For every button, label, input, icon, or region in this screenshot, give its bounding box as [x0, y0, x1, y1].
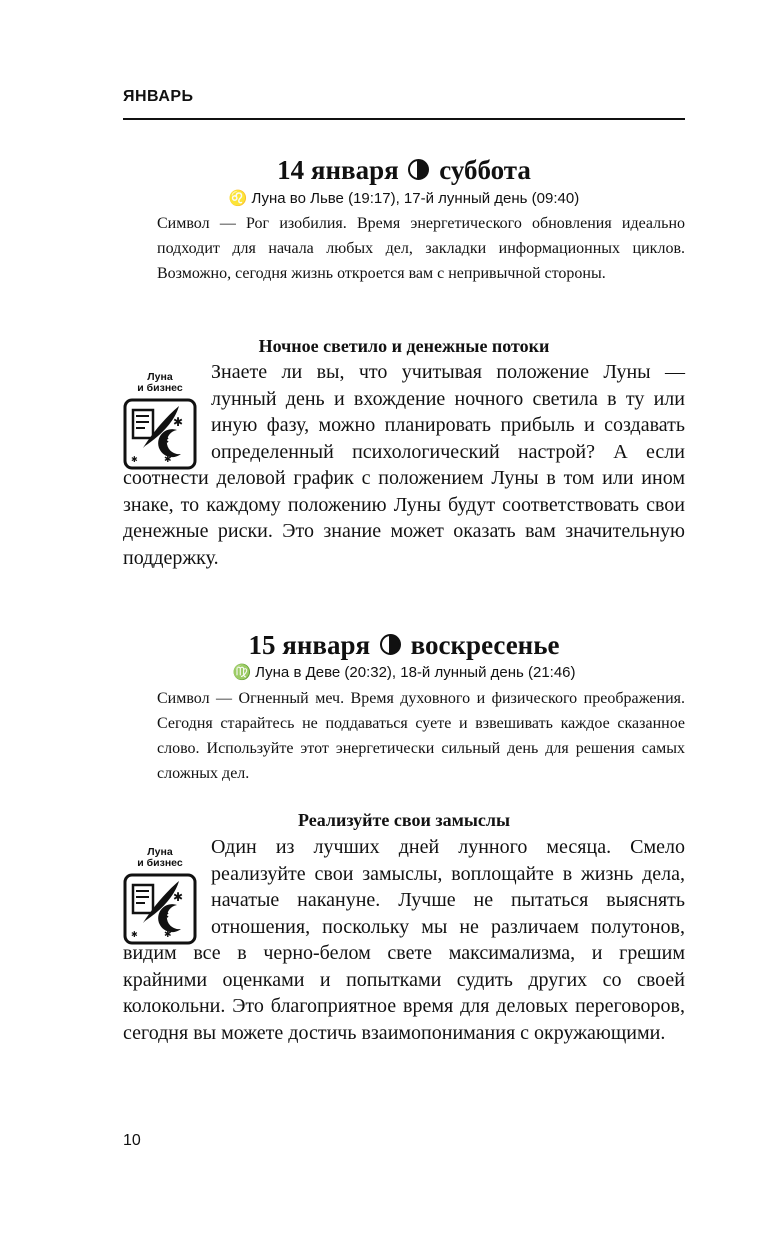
header-rule [123, 118, 685, 120]
section-body: Знаете ли вы, что учитывая положение Луны — лунный день и вхождение ночного светила в ту или иную фазу, можно планировать прибыль и создавать определенный психологический настрой? А если соотнести деловой график с положением Луны в том или ином знаке, то каждому положению Луны будут соответствовать свои денежные риски. Это знание может оказать вам значительную поддержку. [123, 361, 685, 569]
running-header: ЯНВАРЬ [123, 88, 194, 105]
moon-info: Луна в Деве (20:32), 18-й лунный день (21:46) [255, 664, 576, 681]
svg-text:✱: ✱ [131, 455, 138, 464]
section-body: Один из лучших дней лунного месяца. Смело реализуйте свои замыслы, воплощайте в жизнь дела, начатые накануне. Лучше не пытаться выяснять отношения, поскольку мы не различаем полутонов, видим все в черно-белом свете максимализма, и грешим крайними оценками и попытками судить других со своей колокольни. Это благоприятное время для деловых переговоров, сегодня вы можете достичь взаимопонимания с окружающими. [123, 836, 685, 1044]
moon-info-line [123, 663, 685, 683]
badge-label: Луна и бизнес [137, 846, 183, 869]
day-weekday: суббота [439, 155, 531, 185]
day-heading [123, 153, 685, 187]
svg-text:✱: ✱ [160, 909, 170, 922]
day-date: 15 января [248, 630, 371, 660]
day-date: 14 января [277, 155, 399, 185]
svg-text:✱: ✱ [131, 930, 138, 939]
moon-phase-icon [408, 159, 429, 180]
badge-label: Луна и бизнес [137, 371, 183, 394]
svg-text:✱: ✱ [173, 415, 184, 429]
day-weekday: воскресенье [410, 630, 560, 660]
moon-info: Луна во Льве (19:17), 17-й лунный день (09:40) [251, 190, 580, 207]
moon-info-line [123, 189, 685, 209]
svg-text:✱: ✱ [160, 434, 170, 447]
svg-text:✱: ✱ [164, 455, 172, 465]
section-title: Ночное светило и денежные потоки [258, 336, 550, 356]
page-number: 10 [123, 1132, 141, 1149]
svg-text:✱: ✱ [173, 890, 184, 904]
day-heading [123, 628, 685, 662]
section-title: Реализуйте свои замыслы [297, 810, 511, 830]
symbol-paragraph: Символ — Рог изобилия. Время энергетического обновления идеально подходит для начала любых дел, закладки информационных циклов. Возможно, сегодня жизнь откроется вам с непривычной стороны. [157, 215, 685, 282]
svg-text:✱: ✱ [164, 930, 172, 940]
virgo-icon: ♍ [232, 664, 252, 681]
leo-icon: ♌ [228, 190, 248, 207]
moon-phase-icon [380, 634, 401, 655]
symbol-paragraph: Символ — Огненный меч. Время духовного и физического преображения. Сегодня старайтесь не поддаваться суете и взвешивать каждое сказанное слово. Используйте этот энергетически сильный день для решения самых сложных дел. [157, 690, 685, 782]
